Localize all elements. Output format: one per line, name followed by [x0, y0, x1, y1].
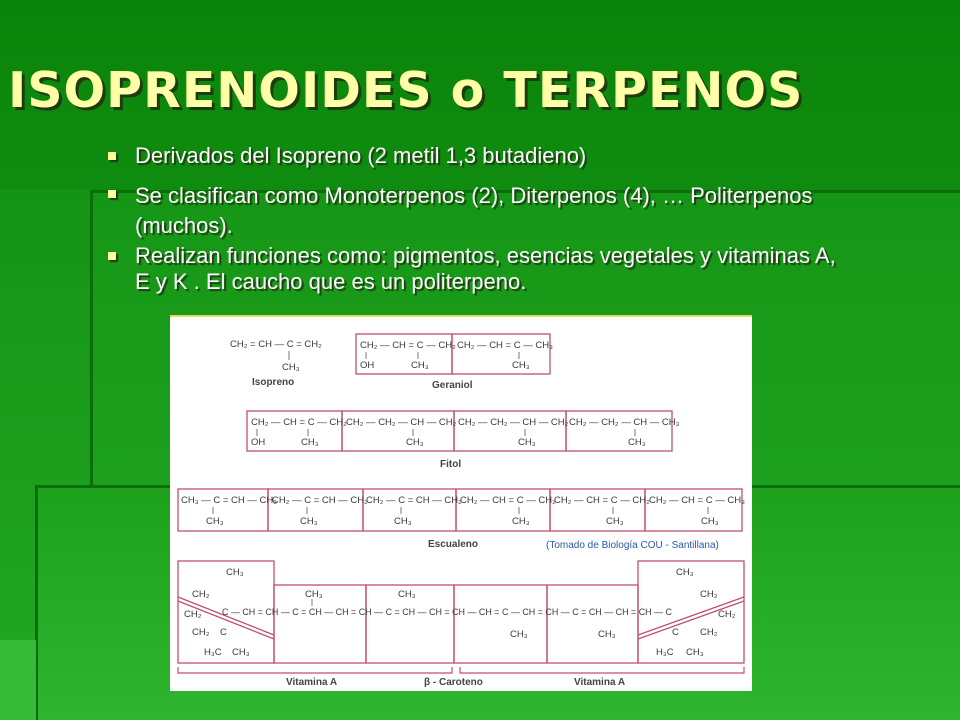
bullet-clasificacion: [105, 181, 845, 241]
ring-right-ch2-b: CH₂: [718, 609, 736, 620]
escualeno-unit-5: CH₂ — CH = C — CH₂: [554, 495, 650, 506]
caroteno-ch3-3: CH₃: [510, 629, 528, 640]
geraniol-oh: OH: [360, 360, 375, 371]
escualeno-label: Escualeno: [428, 539, 479, 550]
fitol-label: Fitol: [440, 459, 462, 470]
beta-caroteno-label: β - Caroteno: [424, 677, 483, 688]
bullet-marker: [108, 152, 116, 160]
caroteno-chain: C — CH = CH — C = CH — CH = CH — C = CH — CH = CH — CH = C — CH = CH — C = CH — CH = CH — C: [222, 607, 673, 618]
bullet-text: Realizan funciones como: pigmentos, esencias vegetales y vitaminas A, E y K . El caucho que es un politerpeno.: [135, 243, 836, 294]
bullet-text: Se clasifican como Monoterpenos (2), Diterpenos (4), … Politerpenos (muchos).: [135, 183, 813, 238]
fitol-unit-2: CH₂ — CH₂ — CH — CH₂: [346, 417, 457, 428]
fitol-unit-1: CH₂ — CH = C — CH₂: [251, 417, 347, 428]
geraniol-unit-1: CH₂ — CH = C — CH₂: [360, 340, 456, 351]
geraniol-ch3-2: CH₃: [512, 360, 530, 371]
fitol-oh: OH: [251, 437, 266, 448]
escualeno-ch3-1: CH₃: [206, 516, 224, 527]
bullet-isopreno: [105, 143, 845, 169]
ring-right-c: C: [672, 627, 679, 638]
geraniol-label: Geraniol: [432, 380, 473, 391]
ring-right-h3c: H₃C: [656, 647, 674, 658]
caroteno-ch3-2: CH₃: [398, 589, 416, 600]
ring-left-ch3-top: CH₃: [226, 567, 244, 578]
escualeno-ch3-6: CH₃: [701, 516, 719, 527]
ring-right-ch2-a: CH₂: [700, 589, 718, 600]
fitol-ch3-2: CH₃: [406, 437, 424, 448]
ring-right-ch2-c: CH₂: [700, 627, 718, 638]
ring-left-h3c: H₃C: [204, 647, 222, 658]
ring-left-ch2-a: CH₂: [192, 589, 210, 600]
escualeno-unit-2: CH₂ — C = CH — CH₂: [272, 495, 368, 506]
ring-right-ch3-bottom: CH₃: [686, 647, 704, 658]
bullet-list: [105, 143, 845, 295]
escualeno-ch3-3: CH₃: [394, 516, 412, 527]
escualeno-unit-6: CH₂ — CH = C — CH₃: [649, 495, 745, 506]
escualeno-unit-1: CH₃ — C = CH — CH₂: [181, 495, 277, 506]
fitol-structure: [247, 411, 680, 470]
fitol-ch3-1: CH₃: [301, 437, 319, 448]
fitol-unit-4: CH₂ — CH₂ — CH — CH₃: [569, 417, 680, 428]
ring-left-ch2-b: CH₂: [184, 609, 202, 620]
caroteno-ch3-4: CH₃: [598, 629, 616, 640]
fitol-unit-3: CH₂ — CH₂ — CH — CH₂: [458, 417, 569, 428]
ring-right-ch3-top: CH₃: [676, 567, 694, 578]
geraniol-ch3-1: CH₃: [411, 360, 429, 371]
escualeno-ch3-2: CH₃: [300, 516, 318, 527]
bullet-text: Derivados del Isopreno (2 metil 1,3 butadieno): [135, 143, 587, 168]
escualeno-ch3-4: CH₃: [512, 516, 530, 527]
fitol-ch3-3: CH₃: [518, 437, 536, 448]
isopreno-ch3: CH₃: [282, 362, 300, 373]
isopreno-formula: CH₂ = CH — C = CH₂: [230, 339, 322, 350]
bullet-funciones: [105, 243, 845, 295]
isopreno-structure: [230, 339, 322, 388]
figure-source-note: (Tomado de Biología COU - Santillana): [546, 540, 719, 551]
isopreno-label: Isopreno: [252, 377, 295, 388]
ring-left-c: C: [220, 627, 227, 638]
slide-title: ISOPRENOIDES o TERPENOS: [8, 62, 804, 119]
ring-left-ch2-c: CH₂: [192, 627, 210, 638]
escualeno-unit-4: CH₂ — CH = C — CH₂: [460, 495, 556, 506]
escualeno-unit-3: CH₂ — C = CH — CH₂: [366, 495, 462, 506]
escualeno-ch3-5: CH₃: [606, 516, 624, 527]
vitamina-a-right-label: Vitamina A: [574, 677, 626, 688]
caroteno-structure: [178, 561, 744, 688]
escualeno-structure: [178, 489, 745, 551]
terpene-structures-figure: [170, 315, 752, 691]
caroteno-ch3-1: CH₃: [305, 589, 323, 600]
bullet-marker: [108, 190, 116, 198]
geraniol-unit-2: CH₂ — CH = C — CH₃: [457, 340, 553, 351]
fitol-ch3-4: CH₃: [628, 437, 646, 448]
bullet-marker: [108, 252, 116, 260]
ring-left-ch3-bottom: CH₃: [232, 647, 250, 658]
geraniol-structure: [356, 334, 553, 391]
vitamina-a-left-label: Vitamina A: [286, 677, 338, 688]
